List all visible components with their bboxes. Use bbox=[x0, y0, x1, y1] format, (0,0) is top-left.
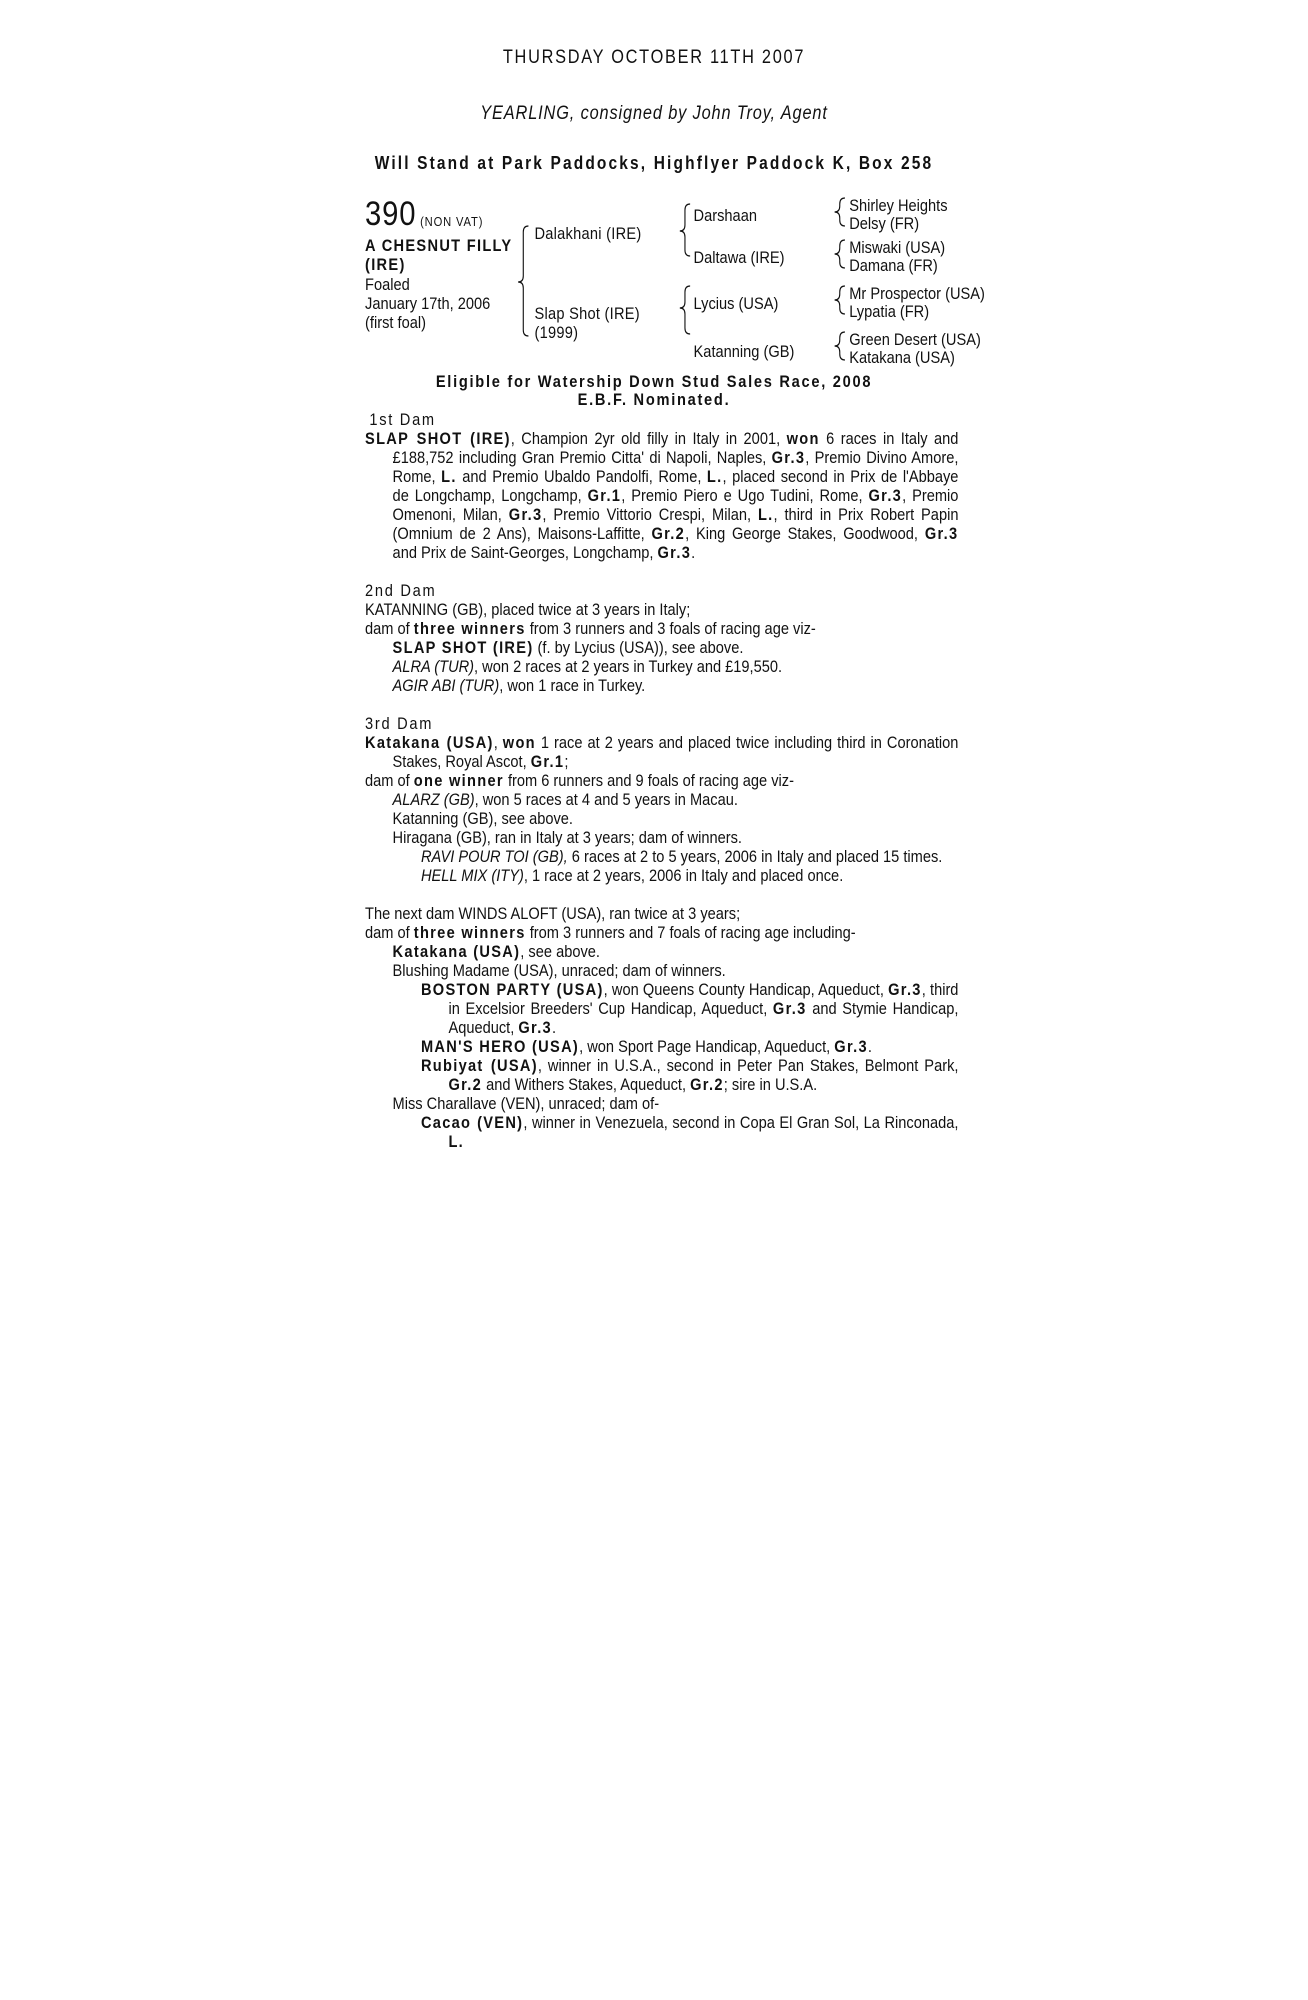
pedigree-brackets bbox=[92, 0, 1217, 380]
vat-status: (NON VAT) bbox=[420, 214, 484, 229]
bracket-sire bbox=[680, 204, 690, 256]
pedigree-g3: Miswaki (USA) bbox=[849, 238, 946, 257]
pedigree-g4: Damana (FR) bbox=[849, 256, 938, 275]
pedigree-dam-sire: Lycius (USA) bbox=[693, 294, 779, 313]
third-dam-entry: Katakana (USA), won 1 race at 2 years and placed twice including third in Coronation Stakes, Royal Ascot, Gr.1; bbox=[365, 733, 959, 771]
pedigree-dam: Slap Shot (IRE) bbox=[534, 304, 640, 323]
pedigree-dam-dam: Katanning (GB) bbox=[693, 342, 795, 361]
bracket-g3 bbox=[835, 286, 845, 314]
next-dam-produce-summary: dam of three winners from 3 runners and 7 foals of racing age including- bbox=[365, 923, 856, 942]
eligibility-line: Eligible for Watership Down Stud Sales Race, 2008 bbox=[435, 372, 873, 391]
next-dam-grandproduce-1: BOSTON PARTY (USA), won Queens County Handicap, Aqueduct, Gr.3, third in Excelsior Breeders' Cup Handicap, Aqueduct, Gr.3 and Stymie Handicap, Aqueduct, Gr.3. bbox=[420, 980, 959, 1037]
second-dam-produce-2: ALRA (TUR), won 2 races at 2 years in Turkey and £19,550. bbox=[392, 657, 783, 676]
third-dam-produce-3: Hiragana (GB), ran in Italy at 3 years; dam of winners. bbox=[392, 828, 742, 847]
pedigree-g5: Mr Prospector (USA) bbox=[849, 284, 985, 303]
pedigree-g2: Delsy (FR) bbox=[849, 214, 920, 233]
second-dam-produce-1: SLAP SHOT (IRE) (f. by Lycius (USA)), see above. bbox=[392, 638, 744, 657]
third-dam-produce-summary: dam of one winner from 6 runners and 9 foals of racing age viz- bbox=[365, 771, 794, 790]
pedigree-g6: Lypatia (FR) bbox=[849, 302, 930, 321]
pedigree-g8: Katakana (USA) bbox=[849, 348, 955, 367]
foaled-date: January 17th, 2006 bbox=[365, 294, 491, 313]
bracket-parents bbox=[518, 226, 528, 336]
foal-note: (first foal) bbox=[365, 313, 426, 332]
family-details bbox=[365, 410, 958, 1151]
pedigree-g1: Shirley Heights bbox=[849, 196, 948, 215]
consignor-line: YEARLING, consigned by John Troy, Agent bbox=[480, 103, 828, 124]
first-dam-name: SLAP SHOT (IRE) bbox=[365, 429, 511, 448]
next-dam-grandproduce-2: MAN'S HERO (USA), won Sport Page Handicap, Aqueduct, Gr.3. bbox=[420, 1037, 872, 1056]
pedigree-g7: Green Desert (USA) bbox=[849, 330, 981, 349]
pedigree-sire-sire: Darshaan bbox=[693, 206, 757, 225]
first-dam-heading: 1st Dam bbox=[369, 410, 436, 429]
next-dam-produce-1: Katakana (USA), see above. bbox=[392, 942, 600, 961]
horse-description-line1: A CHESNUT FILLY bbox=[365, 236, 513, 255]
second-dam-produce-3: AGIR ABI (TUR), won 1 race in Turkey. bbox=[392, 676, 646, 695]
next-dam-entry: The next dam WINDS ALOFT (USA), ran twice at 3 years; bbox=[365, 904, 741, 923]
next-dam-grandproduce-4: Cacao (VEN), winner in Venezuela, second in Copa El Gran Sol, La Rinconada, L. bbox=[420, 1113, 959, 1151]
third-dam-produce-2: Katanning (GB), see above. bbox=[392, 809, 573, 828]
first-dam-entry: SLAP SHOT (IRE), Champion 2yr old filly in Italy in 2001, won 6 races in Italy and £188,752 including Gran Premio Citta' di Napoli, Naples, Gr.3, Premio Divino Amore, Rome, L. and Premio Ubaldo Pandolfi, Rome, L., placed second in Prix de l'Abbaye de Longchamp, Longchamp, Gr.1, Premio Piero e Ugo Tudini, Rome, Gr.3, Premio Omenoni, Milan, Gr.3, Premio Vittorio Crespi, Milan, L., third in Prix Robert Papin (Omnium de 2 Ans), Maisons-Laffitte, Gr.2, King George Stakes, Goodwood, Gr.3 and Prix de Saint-Georges, Longchamp, Gr.3. bbox=[365, 429, 959, 562]
stabling-location: Will Stand at Park Paddocks, Highflyer Paddock K, Box 258 bbox=[374, 153, 934, 173]
next-dam-grandproduce-3: Rubiyat (USA), winner in U.S.A., second in Peter Pan Stakes, Belmont Park, Gr.2 and Withers Stakes, Aqueduct, Gr.2; sire in U.S.A. bbox=[420, 1056, 959, 1094]
pedigree-dam-year: (1999) bbox=[534, 323, 579, 342]
bracket-dam bbox=[680, 286, 690, 334]
horse-description-line2: (IRE) bbox=[365, 255, 406, 274]
ebf-line: E.B.F. Nominated. bbox=[577, 390, 731, 409]
lot-number: 390 bbox=[365, 195, 417, 233]
pedigree-sire-dam: Daltawa (IRE) bbox=[693, 248, 785, 267]
catalogue-page bbox=[92, 0, 1217, 2000]
next-dam-produce-2: Blushing Madame (USA), unraced; dam of winners. bbox=[392, 961, 726, 980]
second-dam-produce-summary: dam of three winners from 3 runners and 3 foals of racing age viz- bbox=[365, 619, 816, 638]
bracket-g2 bbox=[835, 240, 845, 268]
third-dam-grandproduce-1: RAVI POUR TOI (GB), 6 races at 2 to 5 years, 2006 in Italy and placed 15 times. bbox=[420, 847, 943, 866]
third-dam-heading: 3rd Dam bbox=[365, 714, 434, 733]
second-dam-entry: KATANNING (GB), placed twice at 3 years in Italy; bbox=[365, 600, 691, 619]
pedigree-sire: Dalakhani (IRE) bbox=[534, 224, 642, 243]
sale-date: THURSDAY OCTOBER 11TH 2007 bbox=[502, 47, 806, 68]
bracket-g1 bbox=[835, 198, 845, 226]
next-dam-produce-3: Miss Charallave (VEN), unraced; dam of- bbox=[392, 1094, 660, 1113]
third-dam-grandproduce-2: HELL MIX (ITY), 1 race at 2 years, 2006 in Italy and placed once. bbox=[420, 866, 844, 885]
third-dam-produce-1: ALARZ (GB), won 5 races at 4 and 5 years in Macau. bbox=[392, 790, 738, 809]
foaled-label: Foaled bbox=[365, 275, 410, 294]
second-dam-heading: 2nd Dam bbox=[365, 581, 437, 600]
bracket-g4 bbox=[835, 332, 845, 360]
